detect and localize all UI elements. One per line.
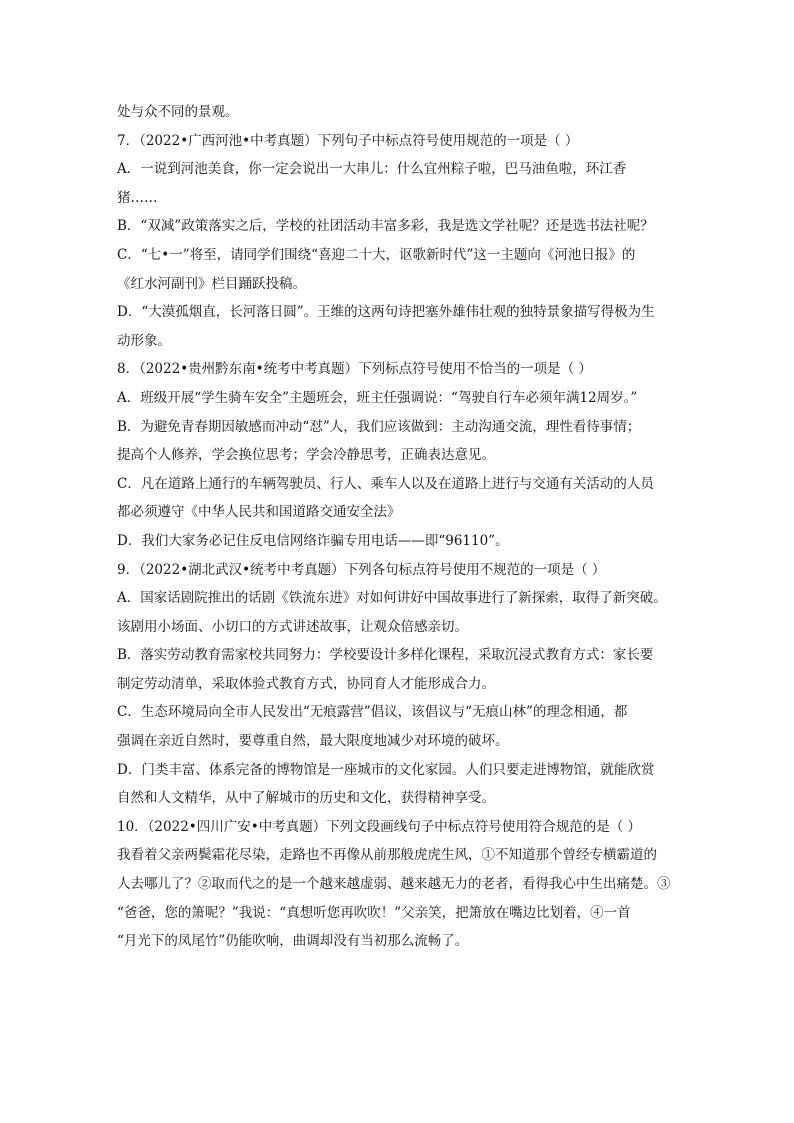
question-8-stem: 8．（2022•贵州黔东南•统考中考真题）下列标点符号使用不恰当的一项是（ ） — [117, 361, 592, 378]
question-9-stem: 9．（2022•湖北武汉•统考中考真题）下列各句标点符号使用不规范的一项是（ ） — [117, 561, 606, 578]
question-10-stem: 10．（2022•四川广安•中考真题）下列文段画线句子中标点符号使用符合规范的是（ ） — [117, 818, 642, 835]
document-page — [117, 98, 687, 956]
text-line: 强调在亲近自然时，要尊重自然，最大限度地减少对环境的破坏。 — [117, 733, 509, 750]
text-line: 自然和人文精华，从中了解城市的历史和文化，获得精神享受。 — [117, 790, 495, 807]
question-9-option-c: C．生态环境局向全市人民发出“无痕露营”倡议，该倡议与“无痕山林”的理念相通，都 — [117, 704, 628, 721]
question-10-passage: 我看着父亲两鬓霜花尽染，走路也不再像从前那般虎虎生风，①不知道那个曾经专横霸道的 — [117, 847, 657, 864]
question-9-option-b: B．落实劳动教育需家校共同努力：学校要设计多样化课程，采取沉浸式教育方式：家长要 — [117, 647, 654, 664]
question-9-option-d: D．门类丰富、体系完备的博物馆是一座城市的文化家园。人们只要走进博物馆，就能欣赏 — [117, 761, 655, 778]
question-7-option-d: D．“大漠孤烟直，长河落日圆”。王维的这两句诗把塞外雄伟壮观的独特景象描写得极为生 — [117, 304, 655, 321]
question-7-option-a: A．一说到河池美食，你一定会说出一大串儿：什么宜州粽子啦，巴马油鱼啦，环江香 — [117, 161, 627, 178]
text-line: 制定劳动清单，采取体验式教育方式，协同育人才能形成合力。 — [117, 675, 495, 692]
question-9-option-a: A．国家话剧院推出的话剧《铁流东进》对如何讲好中国故事进行了新探索，取得了新突破。 — [117, 590, 667, 607]
question-8-option-d: D．我们大家务必记住反电信网络诈骗专用电话——即“96110”。 — [117, 532, 509, 549]
text-line: 《红水河副刊》栏目踊跃投稿。 — [117, 275, 306, 292]
question-7-option-c: C．“七•一”将至，请同学们围绕“喜迎二十大，讴歌新时代”这一主题向《河池日报》的 — [117, 246, 636, 263]
question-8-option-b: B．为避免青春期因敏感而冲动“怼”人，我们应该做到：主动沟通交流，理性看待事情； — [117, 418, 641, 435]
question-10-passage: 人去哪儿了？②取而代之的是一个越来越虚弱、越来越无力的老者，看得我心中生出痛楚。③ — [117, 876, 671, 893]
question-8-option-a: A．班级开展“学生骑车安全”主题班会，班主任强调说：“驾驶自行车必须年满12周岁。” — [117, 389, 638, 406]
question-8-option-c: C．凡在道路上通行的车辆驾驶员、行人、乘车人以及在道路上进行与交通有关活动的人员 — [117, 475, 654, 492]
text-line: 动形象。 — [117, 332, 171, 349]
question-7-option-b: B．“双减”政策落实之后，学校的社团活动丰富多彩，我是选文学社呢？还是选书法社呢？ — [117, 218, 654, 235]
text-line: 都必须遵守《中华人民共和国道路交通安全法》 — [117, 504, 401, 521]
text-line: 猪…… — [117, 189, 158, 206]
question-10-passage: “月光下的凤尾竹”仍能吹响，曲调却没有当初那么流畅了。 — [117, 933, 469, 950]
text-line: 处与众不同的景观。 — [117, 104, 239, 120]
text-line: 该剧用小场面、小切口的方式讲述故事，让观众倍感亲切。 — [117, 618, 468, 635]
question-7-stem: 7．（2022•广西河池•中考真题）下列句子中标点符号使用规范的一项是（ ） — [117, 132, 579, 149]
question-10-passage: “爸爸，您的箫呢？”我说：“真想听您再吹吹！”父亲笑，把箫放在嘴边比划着，④一首 — [117, 904, 631, 921]
text-line: 提高个人修养，学会换位思考；学会冷静思考，正确表达意见。 — [117, 447, 495, 464]
